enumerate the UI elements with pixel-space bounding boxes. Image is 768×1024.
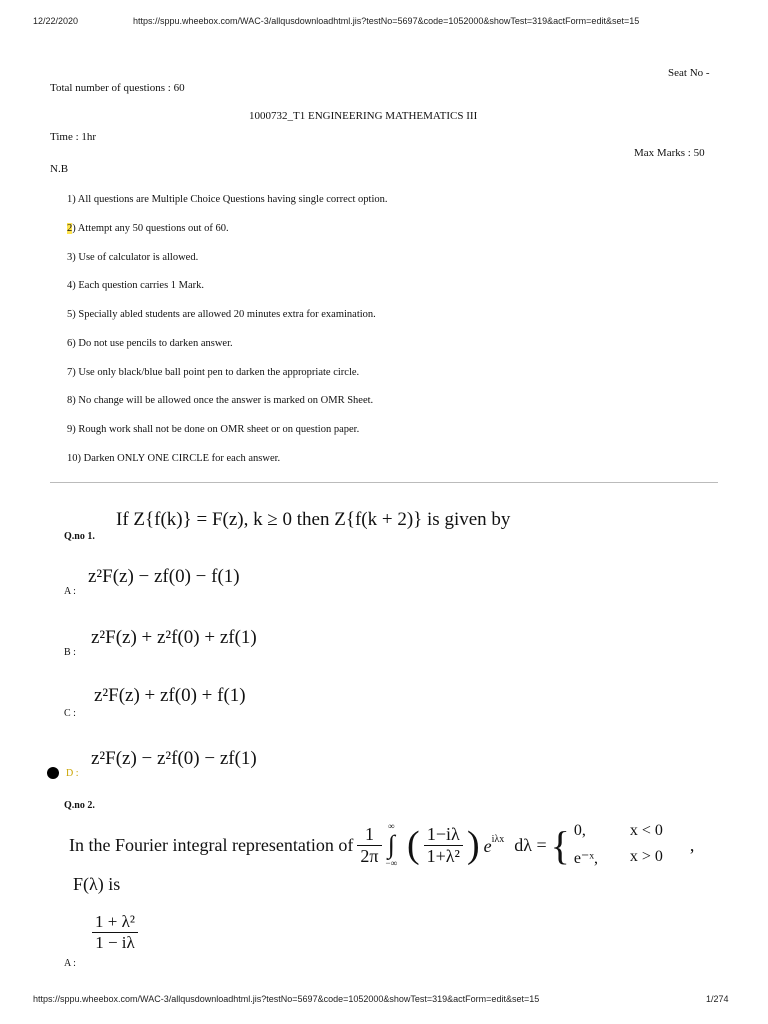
piecewise [574,822,686,868]
page-count: 1/274 [706,994,729,1004]
question-lead: In the Fourier integral representation of [69,834,354,855]
option-expression: z²F(z) + z²f(0) + zf(1) [91,627,257,648]
option-expression [92,912,138,953]
section-divider [50,482,718,483]
option-letter-answer: D : [66,768,79,779]
case-condition: x < 0 [629,822,663,839]
print-url-footer: https://sppu.wheebox.com/WAC-3/allqusdownloadhtml.jis?testNo=5697&code=1052000&showTest=319&actForm=edit&set=15 [33,994,540,1004]
instruction-item: 9) Rough work shall not be done on OMR sheet or on question paper. [67,424,360,435]
instruction-item: 7) Use only black/blue ball point pen to darken the appropriate circle. [67,367,360,378]
instruction-item: 8) No change will be allowed once the answer is marked on OMR Sheet. [67,395,374,406]
instruction-item: 5) Specially abled students are allowed 20 minutes extra for examination. [67,309,376,320]
paren-fraction [424,824,463,867]
integral-lower: −∞ [385,858,397,868]
answer-bullet [47,767,59,779]
option-expression: z²F(z) + zf(0) + f(1) [94,685,246,706]
integral-upper: ∞ [388,821,395,831]
exam-time: Time : 1hr [50,131,97,143]
option-letter: A : [64,586,76,597]
question-text: If Z{f(k)} = F(z), k ≥ 0 then Z{f(k + 2)} is given by [116,509,511,530]
instruction-item: 10) Darken ONLY ONE CIRCLE for each answer. [67,453,281,464]
question-text [69,815,694,875]
paren-right: ) [466,824,480,866]
brace: { [550,822,570,868]
paren-numerator: 1−iλ [426,823,460,844]
highlight-mark: 2 [67,223,73,234]
integral [386,822,398,868]
option-letter: C : [64,708,76,719]
trailing-comma: , [689,834,695,855]
instruction-item: 2) Attempt any 50 questions out of 60. [67,223,229,234]
paren-left: ( [407,824,420,866]
fraction-denominator: 2π [357,845,381,867]
total-questions: Total number of questions : 60 [50,82,185,94]
option-expression: z²F(z) − zf(0) − f(1) [88,566,240,587]
print-url-header: https://sppu.wheebox.com/WAC-3/allqusdownloadhtml.jis?testNo=5697&code=1052000&showTest=319&actForm=edit&set=15 [133,16,640,26]
nb-label: N.B [50,163,69,175]
question-continuation: F(λ) is [73,874,121,894]
exam-title: 1000732_T1 ENGINEERING MATHEMATICS III [249,110,478,122]
fraction [357,824,381,867]
case-value: e⁻ˣ, [573,850,598,867]
question-number: Q.no 2. [64,800,95,811]
instruction-item: 3) Use of calculator is allowed. [67,252,199,263]
instruction-item: 1) All questions are Multiple Choice Questions having single correct option. [67,194,388,205]
fraction-numerator: 1 [364,823,374,844]
option-letter: B : [64,647,76,658]
max-marks: Max Marks : 50 [634,147,705,159]
paren-denominator: 1+λ² [424,845,463,867]
question-number: Q.no 1. [64,531,95,542]
case-value: 0, [573,822,586,839]
print-date: 12/22/2020 [33,16,79,26]
option-expression: z²F(z) − z²f(0) − zf(1) [91,748,257,769]
exp-power: iλx [491,833,505,845]
integral-sign: ∫ [387,830,395,859]
option-fraction [92,912,138,953]
exponential [484,834,505,857]
exp-base: e [483,835,492,856]
case-condition: x > 0 [629,848,663,865]
d-lambda: dλ = [514,834,547,855]
instruction-item: 4) Each question carries 1 Mark. [67,280,205,291]
instruction-item: 6) Do not use pencils to darken answer. [67,338,233,349]
option-denominator: 1 − iλ [92,932,138,953]
option-numerator: 1 + λ² [95,912,135,931]
seat-no: Seat No - [668,67,710,79]
option-letter: A : [64,958,76,969]
